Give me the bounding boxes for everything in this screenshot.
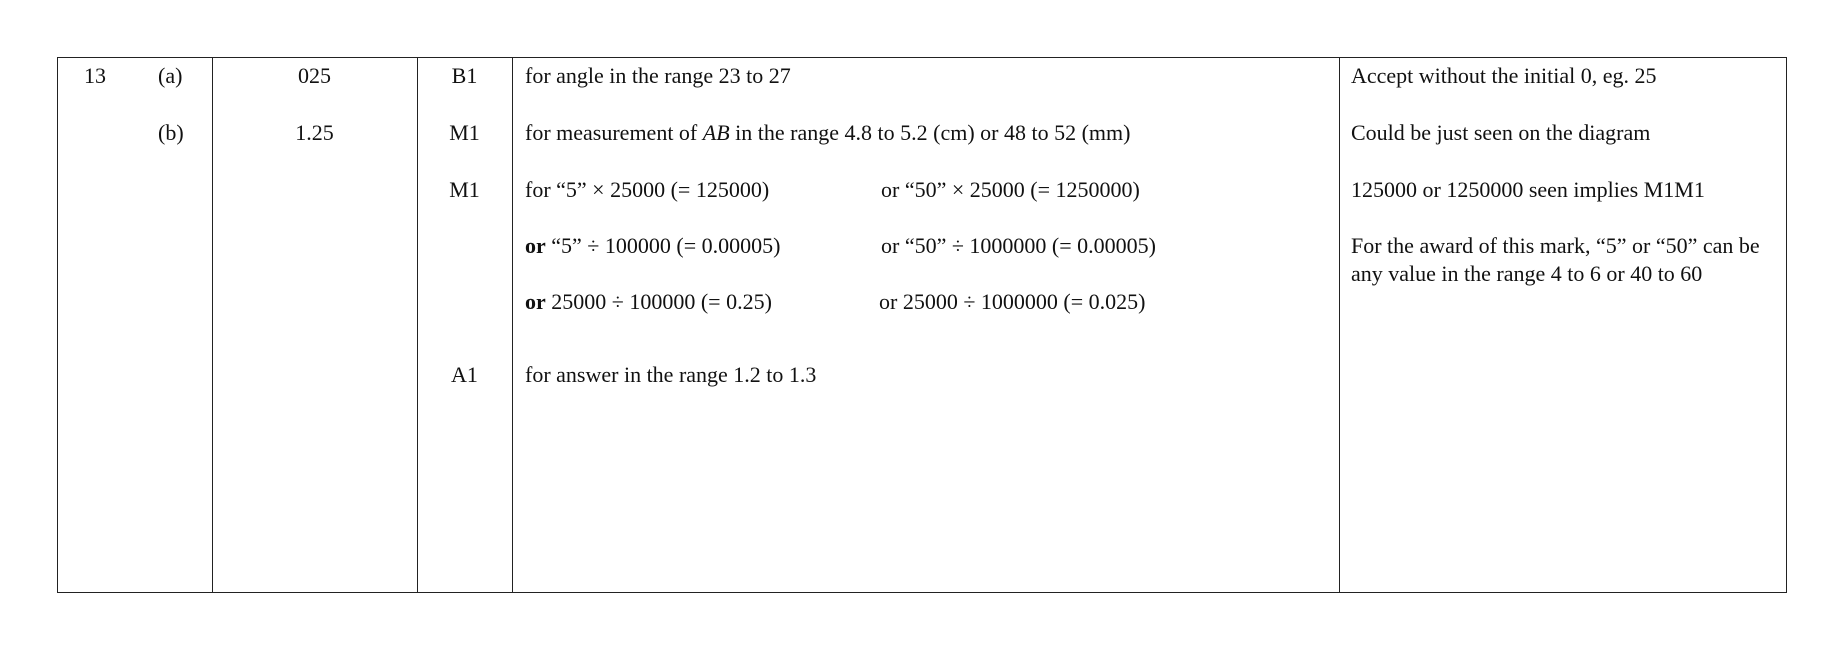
additional-guidance: 125000 or 1250000 seen implies M1M1 — [1351, 177, 1705, 202]
column-divider — [1339, 58, 1340, 592]
method-line: for “5” × 25000 (= 125000) — [525, 177, 770, 202]
guidance-text: for measurement of AB in the range 4.8 to 5.2 (cm) or 48 to 52 (mm) — [525, 120, 1131, 145]
additional-guidance: Accept without the initial 0, eg. 25 — [1351, 63, 1657, 88]
part-label-b: (b) — [158, 120, 184, 145]
method-line: or “5” ÷ 100000 (= 0.00005) — [525, 233, 781, 258]
mark-scheme-table — [57, 57, 1787, 593]
part-label-a: (a) — [158, 63, 183, 88]
method-alternative: or 25000 ÷ 1000000 (= 0.025) — [879, 289, 1146, 314]
mark-code: B1 — [451, 63, 478, 88]
mark-code: A1 — [451, 362, 478, 387]
question-number: 13 — [84, 63, 106, 88]
method-line: or 25000 ÷ 100000 (= 0.25) — [525, 289, 772, 314]
additional-guidance: For the award of this mark, “5” or “50” can be any value in the range 4 to 6 or 40 to 60 — [1351, 233, 1760, 286]
segment-label-ab: AB — [702, 120, 730, 145]
column-divider — [512, 58, 513, 592]
guidance-text: for answer in the range 1.2 to 1.3 — [525, 362, 817, 387]
mark-code: M1 — [449, 120, 480, 145]
answer-b: 1.25 — [295, 120, 334, 145]
additional-guidance: Could be just seen on the diagram — [1351, 120, 1651, 145]
answer-a: 025 — [298, 63, 331, 88]
method-alternative: or “50” × 25000 (= 1250000) — [881, 177, 1140, 202]
guidance-text: for angle in the range 23 to 27 — [525, 63, 791, 88]
method-alternative: or “50” ÷ 1000000 (= 0.00005) — [881, 233, 1156, 258]
mark-code: M1 — [449, 177, 480, 202]
